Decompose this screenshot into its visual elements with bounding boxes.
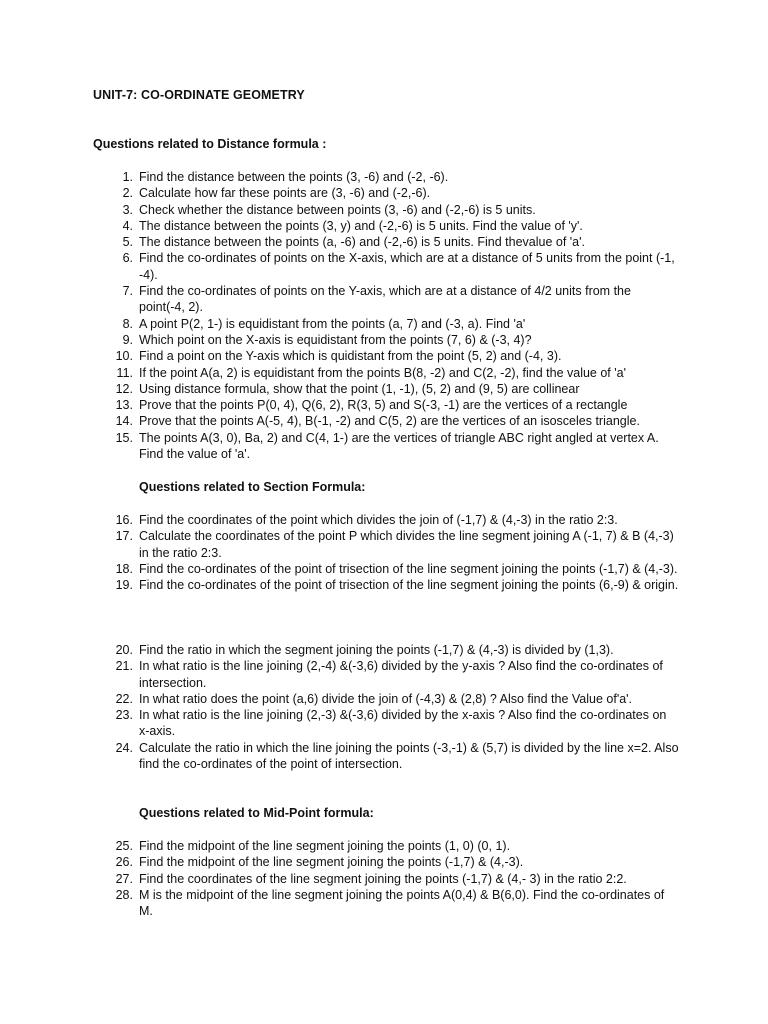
- section-formula-questions-b: [0, 642, 768, 772]
- question-text: Calculate the ratio in which the line joining the points (-3,-1) & (5,7) is divided by the line x=2. Also find the co-ordinates of the point of intersection.: [139, 740, 679, 772]
- question-text: Find the midpoint of the line segment joining the points (1, 0) (0, 1).: [139, 839, 511, 853]
- distance-formula-questions: [0, 169, 768, 462]
- question-text: The distance between the points (3, y) and (-2,-6) is 5 units. Find the value of 'y'.: [139, 218, 583, 233]
- question-number: 24.: [115, 740, 133, 755]
- question-item: [0, 218, 679, 234]
- question-text: The distance between the points (a, -6) and (-2,-6) is 5 units. Find thevalue of 'a'.: [139, 235, 585, 250]
- question-text: Find the coordinates of the point which divides the join of (-1,7) & (4,-3) in the ratio 2:3.: [139, 513, 618, 527]
- question-item: [0, 561, 679, 577]
- question-text: M is the midpoint of the line segment joining the points A(0,4) & B(6,0). Find the co-ordinates of M.: [139, 887, 665, 919]
- question-item: [0, 250, 679, 283]
- question-item: [0, 707, 679, 740]
- question-text: Prove that the points A(-5, 4), B(-1, -2) and C(5, 2) are the vertices of an isosceles triangle.: [139, 414, 640, 429]
- question-text: Find the co-ordinates of points on the X-axis, which are at a distance of 5 units from the point (-1, -4).: [139, 251, 675, 282]
- question-item: [0, 577, 679, 593]
- question-item: [0, 169, 679, 185]
- question-item: [0, 332, 679, 348]
- question-text: Check whether the distance between points (3, -6) and (-2,-6) is 5 units.: [139, 202, 536, 217]
- question-item: [0, 316, 679, 332]
- question-item: [0, 691, 679, 707]
- question-number: 5.: [122, 235, 133, 250]
- question-item: [0, 512, 679, 528]
- question-number: 16.: [115, 513, 133, 527]
- question-text: In what ratio does the point (a,6) divide the join of (-4,3) & (2,8) ? Also find the Value of'a'.: [139, 691, 633, 706]
- question-item: [0, 838, 679, 854]
- question-text: Find the co-ordinates of the point of trisection of the line segment joining the points (-1,7) & (4,-3).: [139, 561, 678, 576]
- question-text: Calculate how far these points are (3, -6) and (-2,-6).: [139, 186, 431, 201]
- question-text: Find the midpoint of the line segment joining the points (-1,7) & (4,-3).: [139, 855, 524, 870]
- question-number: 23.: [115, 708, 133, 723]
- question-item: [0, 887, 679, 920]
- question-text: Using distance formula, show that the point (1, -1), (5, 2) and (9, 5) are collinear: [139, 381, 580, 396]
- question-number: 1.: [122, 170, 133, 184]
- unit-title: UNIT-7: CO-ORDINATE GEOMETRY: [93, 88, 305, 102]
- question-number: 4.: [122, 218, 133, 233]
- question-number: 15.: [115, 430, 133, 445]
- question-number: 27.: [115, 871, 133, 886]
- question-number: 12.: [115, 381, 133, 396]
- question-number: 19.: [115, 578, 133, 593]
- question-item: [0, 528, 679, 561]
- question-text: Calculate the coordinates of the point P which divides the line segment joining A (-1, 7) & B (4,-3) in the ratio 2:3.: [139, 529, 674, 560]
- question-number: 26.: [115, 855, 133, 870]
- distance-formula-heading: Questions related to Distance formula :: [93, 137, 327, 151]
- question-text: Which point on the X-axis is equidistant from the points (7, 6) & (-3, 4)?: [139, 332, 532, 347]
- question-number: 22.: [115, 691, 133, 706]
- question-number: 11.: [116, 365, 133, 380]
- question-item: [0, 348, 679, 364]
- question-number: 6.: [122, 251, 133, 266]
- question-item: [0, 185, 679, 201]
- question-number: 17.: [115, 529, 133, 544]
- section-formula-questions-a: [0, 512, 768, 593]
- question-item: [0, 234, 679, 250]
- question-number: 13.: [115, 398, 133, 413]
- question-number: 7.: [122, 284, 133, 299]
- question-text: Find the co-ordinates of the point of trisection of the line segment joining the points (6,-9) & origin.: [139, 578, 679, 593]
- question-text: Prove that the points P(0, 4), Q(6, 2), R(3, 5) and S(-3, -1) are the vertices of a rectangle: [139, 398, 628, 413]
- question-item: [0, 430, 679, 463]
- question-number: 28.: [115, 887, 133, 902]
- question-number: 10.: [115, 349, 133, 364]
- question-item: [0, 283, 679, 316]
- question-text: In what ratio is the line joining (2,-3) &(-3,6) divided by the x-axis ? Also find the co-ordinates on x-axis.: [139, 708, 667, 739]
- question-item: [0, 381, 679, 397]
- question-number: 18.: [115, 561, 133, 576]
- question-text: Find the coordinates of the line segment joining the points (-1,7) & (4,- 3) in the ratio 2:2.: [139, 871, 627, 886]
- question-text: A point P(2, 1-) is equidistant from the points (a, 7) and (-3, a). Find 'a': [139, 316, 526, 331]
- section-formula-heading: Questions related to Section Formula:: [139, 480, 366, 494]
- question-item: [0, 658, 679, 691]
- question-item: [0, 365, 679, 381]
- question-number: 3.: [122, 202, 133, 217]
- midpoint-formula-heading: Questions related to Mid-Point formula:: [139, 806, 374, 820]
- question-text: Find the ratio in which the segment joining the points (-1,7) & (4,-3) is divided by (1,3).: [139, 643, 614, 657]
- question-number: 21.: [115, 659, 133, 674]
- question-number: 25.: [115, 839, 133, 853]
- question-item: [0, 642, 679, 658]
- question-number: 9.: [122, 332, 133, 347]
- question-item: [0, 871, 679, 887]
- question-text: The points A(3, 0), Ba, 2) and C(4, 1-) are the vertices of triangle ABC right angled at vertex A. Find the value of 'a'.: [139, 430, 659, 462]
- question-text: Find the co-ordinates of points on the Y-axis, which are at a distance of 4/2 units from the point(-4, 2).: [139, 284, 631, 315]
- question-item: [0, 740, 679, 773]
- question-item: [0, 202, 679, 218]
- midpoint-formula-questions: [0, 838, 768, 919]
- question-item: [0, 854, 679, 870]
- question-number: 20.: [115, 643, 133, 657]
- question-item: [0, 413, 679, 429]
- question-number: 8.: [122, 316, 133, 331]
- question-text: Find the distance between the points (3, -6) and (-2, -6).: [139, 170, 449, 184]
- question-item: [0, 397, 679, 413]
- question-text: Find a point on the Y-axis which is quidistant from the point (5, 2) and (-4, 3).: [139, 349, 562, 364]
- question-number: 2.: [122, 186, 133, 201]
- question-text: If the point A(a, 2) is equidistant from the points B(8, -2) and C(2, -2), find the value of 'a': [139, 365, 626, 380]
- question-number: 14.: [115, 414, 133, 429]
- question-text: In what ratio is the line joining (2,-4) &(-3,6) divided by the y-axis ? Also find the co-ordinates of intersection.: [139, 659, 663, 690]
